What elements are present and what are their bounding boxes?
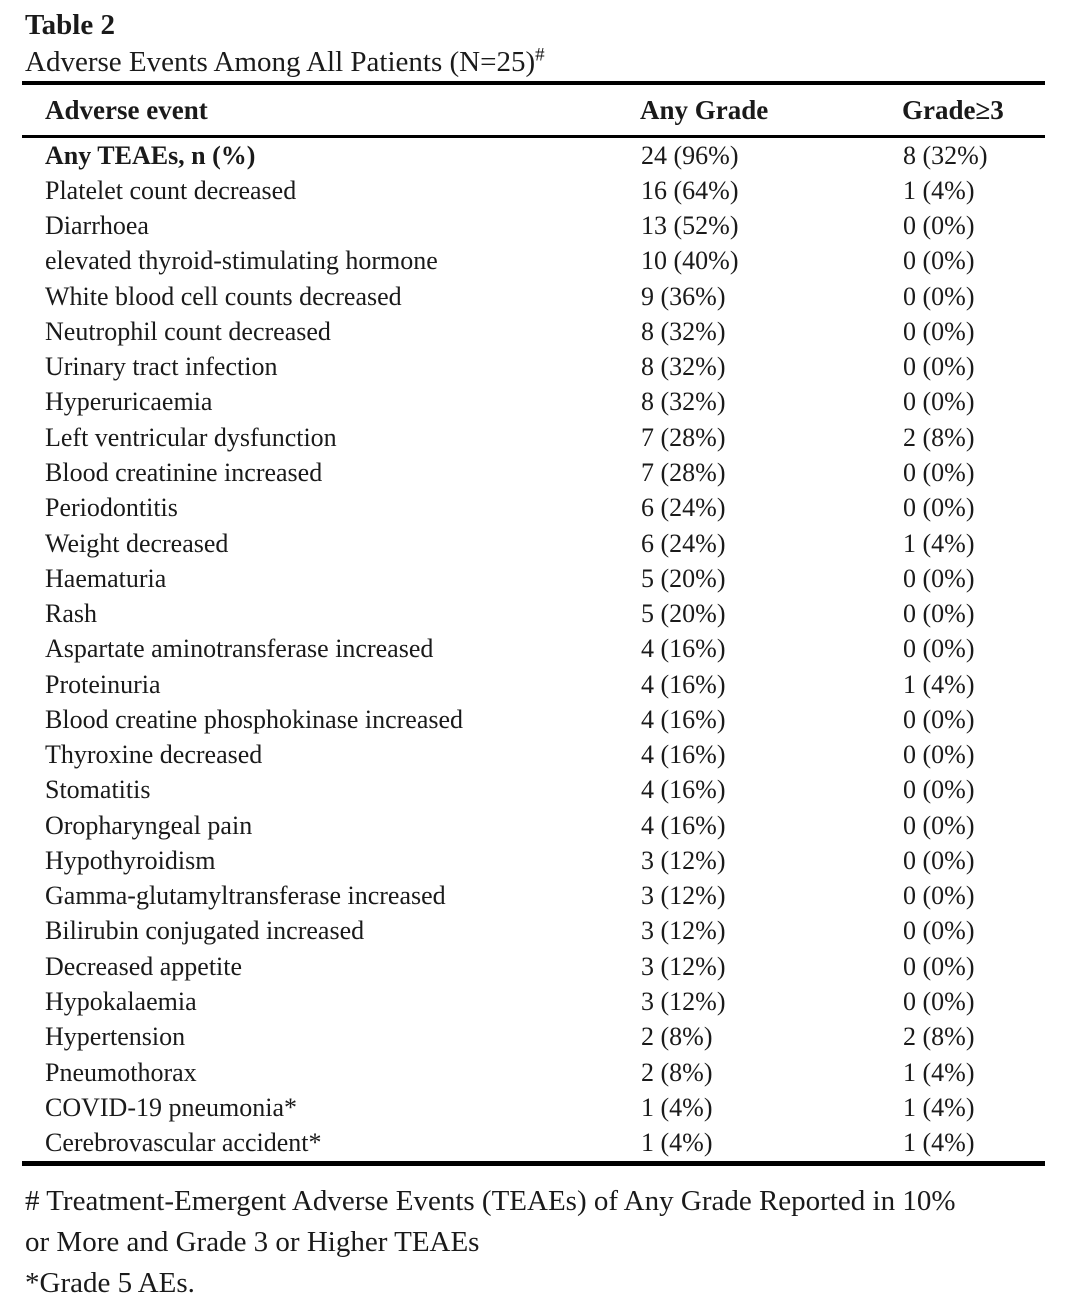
grade-ge3-cell: 1 (4%) [903,1092,975,1122]
table-row [22,843,1045,878]
column-header-grade-ge3: Grade≥3 [902,83,1045,137]
table-row [22,1090,1045,1125]
adverse-event-cell: Thyroxine decreased [45,740,263,770]
grade-ge3-cell: 0 (0%) [903,916,975,946]
adverse-event-cell: COVID-19 pneumonia* [45,1092,298,1122]
any-grade-cell: 9 (36%) [641,281,726,311]
table-caption-superscript: # [535,44,545,66]
adverse-event-cell: Platelet count decreased [45,175,297,205]
any-grade-cell: 3 (12%) [641,987,726,1016]
table-row [22,596,1045,631]
table-caption-label: Table 2 [25,9,115,41]
adverse-event-cell: Oropharyngeal pain [45,810,253,840]
adverse-event-cell: Haematuria [45,563,167,593]
grade-ge3-cell: 0 (0%) [903,493,975,523]
table-row [22,702,1045,737]
any-grade-cell: 2 (8%) [641,1022,713,1052]
table-caption [25,6,1045,81]
grade-ge3-cell: 0 (0%) [903,987,975,1016]
any-grade-cell: 5 (20%) [641,563,726,593]
table-row [22,314,1045,349]
any-grade-cell: 4 (16%) [641,669,726,699]
any-grade-cell: 7 (28%) [641,458,726,488]
adverse-event-cell: Neutrophil count decreased [45,316,331,346]
any-grade-cell: 10 (40%) [641,246,739,276]
any-grade-cell: 3 (12%) [641,881,726,911]
grade-ge3-cell: 0 (0%) [903,211,975,241]
any-grade-cell: 1 (4%) [641,1092,713,1122]
table-row [22,1125,1045,1163]
table-row [22,173,1045,208]
adverse-event-cell: Decreased appetite [45,951,243,981]
any-grade-cell: 3 (12%) [641,951,726,981]
grade-ge3-cell: 1 (4%) [903,528,975,558]
adverse-event-cell: Periodontitis [45,493,178,523]
table-body [22,137,1045,1164]
table-row [22,984,1045,1019]
table-row [22,137,1045,174]
adverse-event-cell: Proteinuria [45,669,161,699]
adverse-event-cell: Hyperuricaemia [45,387,213,417]
table-row [22,244,1045,279]
any-grade-cell: 3 (12%) [641,845,726,875]
adverse-event-cell: Aspartate aminotransferase increased [45,634,434,664]
table-row [22,879,1045,914]
adverse-event-cell: Urinary tract infection [45,352,278,382]
table-header [22,83,1045,137]
table-row [22,455,1045,490]
grade-ge3-cell: 0 (0%) [903,634,975,664]
grade-ge3-cell: 1 (4%) [903,669,975,699]
adverse-event-cell: Any TEAEs, n (%) [45,140,256,170]
any-grade-cell: 4 (16%) [641,634,726,664]
grade-ge3-cell: 2 (8%) [903,1022,975,1052]
adverse-event-cell: White blood cell counts decreased [45,281,402,311]
adverse-event-cell: Cerebrovascular accident* [45,1128,322,1158]
table-row [22,1055,1045,1090]
grade-ge3-cell: 0 (0%) [903,387,975,417]
table-row [22,526,1045,561]
footnote-grade5: *Grade 5 AEs. [25,1266,195,1298]
adverse-event-cell: Hypokalaemia [45,987,197,1016]
adverse-event-cell: Blood creatinine increased [45,458,323,488]
adverse-event-cell: Weight decreased [45,528,229,558]
grade-ge3-cell: 0 (0%) [903,775,975,805]
grade-ge3-cell: 0 (0%) [903,951,975,981]
table-row [22,420,1045,455]
grade-ge3-cell: 8 (32%) [903,140,988,170]
adverse-event-cell: Hypothyroidism [45,845,216,875]
grade-ge3-cell: 0 (0%) [903,352,975,382]
any-grade-cell: 4 (16%) [641,810,726,840]
table-row [22,350,1045,385]
adverse-event-cell: elevated thyroid-stimulating hormone [45,246,438,276]
table-row [22,773,1045,808]
column-header-any-grade: Any Grade [640,83,902,137]
grade-ge3-cell: 0 (0%) [903,281,975,311]
footnote-teae-line1: # Treatment-Emergent Adverse Events (TEAEs) of Any Grade Reported in 10% [25,1184,956,1217]
table-row [22,385,1045,420]
table-row [22,491,1045,526]
table-caption-title-text: Adverse Events Among All Patients (N=25) [25,46,536,78]
grade-ge3-cell: 0 (0%) [903,810,975,840]
any-grade-cell: 8 (32%) [641,352,726,382]
any-grade-cell: 8 (32%) [641,387,726,417]
grade-ge3-cell: 0 (0%) [903,704,975,734]
adverse-event-cell: Pneumothorax [45,1057,197,1087]
any-grade-cell: 3 (12%) [641,916,726,946]
table-row [22,209,1045,244]
column-header-adverse-event: Adverse event [22,83,640,137]
any-grade-cell: 24 (96%) [641,140,739,170]
adverse-event-cell: Left ventricular dysfunction [45,422,337,452]
any-grade-cell: 1 (4%) [641,1128,713,1158]
grade-ge3-cell: 0 (0%) [903,563,975,593]
table-row [22,632,1045,667]
any-grade-cell: 7 (28%) [641,422,726,452]
grade-ge3-cell: 0 (0%) [903,881,975,911]
adverse-event-cell: Bilirubin conjugated increased [45,916,365,946]
table-row [22,561,1045,596]
any-grade-cell: 6 (24%) [641,493,726,523]
any-grade-cell: 4 (16%) [641,775,726,805]
any-grade-cell: 4 (16%) [641,740,726,770]
table-header-row [22,83,1045,137]
any-grade-cell: 5 (20%) [641,599,726,629]
grade-ge3-cell: 1 (4%) [903,175,975,205]
grade-ge3-cell: 1 (4%) [903,1057,975,1087]
grade-ge3-cell: 0 (0%) [903,246,975,276]
any-grade-cell: 4 (16%) [641,704,726,734]
grade-ge3-cell: 1 (4%) [903,1128,975,1158]
table-row [22,808,1045,843]
grade-ge3-cell: 0 (0%) [903,316,975,346]
table-row [22,1020,1045,1055]
table-row [22,949,1045,984]
table-caption-title [25,44,1045,81]
any-grade-cell: 8 (32%) [641,316,726,346]
adverse-event-cell: Blood creatine phosphokinase increased [45,704,464,734]
adverse-events-table-wrap [22,81,1045,1166]
any-grade-cell: 13 (52%) [641,211,739,241]
table-row [22,738,1045,773]
footnote-teae-line2: or More and Grade 3 or Higher TEAEs [25,1225,480,1258]
any-grade-cell: 2 (8%) [641,1057,713,1087]
grade-ge3-cell: 0 (0%) [903,458,975,488]
grade-ge3-cell: 2 (8%) [903,422,975,452]
footnotes [25,1181,1045,1298]
grade-ge3-cell: 0 (0%) [903,845,975,875]
adverse-event-cell: Diarrhoea [45,211,149,241]
table-row [22,279,1045,314]
adverse-event-cell: Gamma-glutamyltransferase increased [45,881,446,911]
adverse-events-table [22,81,1045,1166]
table-row [22,914,1045,949]
adverse-event-cell: Rash [45,599,97,629]
table-row [22,667,1045,702]
adverse-event-cell: Hypertension [45,1022,186,1052]
any-grade-cell: 6 (24%) [641,528,726,558]
grade-ge3-cell: 0 (0%) [903,740,975,770]
adverse-event-cell: Stomatitis [45,775,151,805]
grade-ge3-cell: 0 (0%) [903,599,975,629]
any-grade-cell: 16 (64%) [641,175,739,205]
